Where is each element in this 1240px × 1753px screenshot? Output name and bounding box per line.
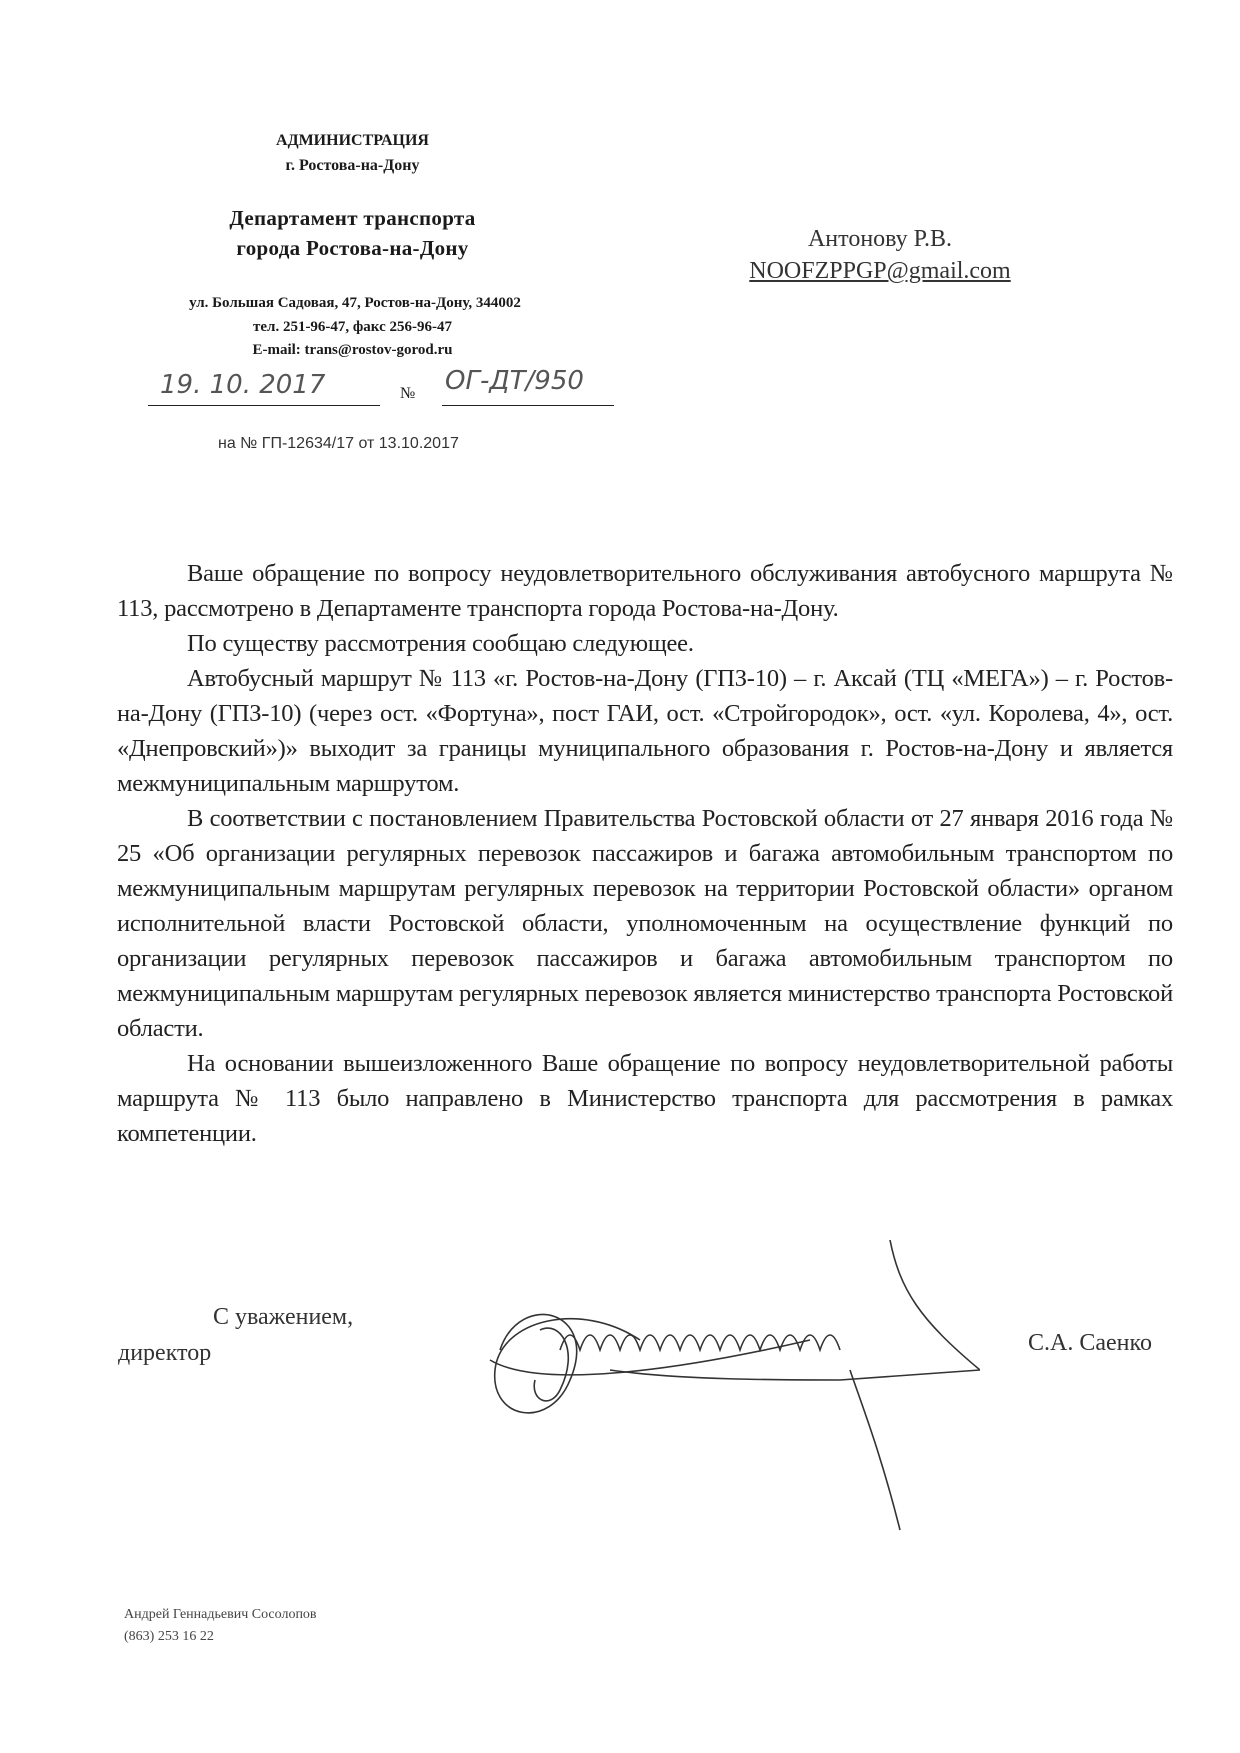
paragraph: Ваше обращение по вопросу неудовлетворительного обслуживания автобусного маршрута № 113, рассмотрено в Департаменте транспорта города Ростова-на-Дону. — [117, 560, 1173, 622]
signer-position: директор — [118, 1340, 212, 1366]
letter-body — [117, 556, 1173, 1151]
department-line1: Департамент транспорта — [229, 206, 476, 230]
closing: С уважением, — [213, 1304, 354, 1330]
department-phone: тел. 251-96-47, факс 256-96-47 — [253, 319, 452, 335]
addressee-email: NOOFZPPGP@gmail.com — [749, 258, 1011, 284]
handwritten-signature — [480, 1230, 980, 1550]
signer-name: С.А. Саенко — [1028, 1330, 1152, 1356]
executor-phone: (863) 253 16 22 — [124, 1629, 214, 1644]
reply-reference: на № ГП-12634/17 от 13.10.2017 — [218, 435, 459, 452]
department-email: E-mail: trans@rostov-gorod.ru — [252, 342, 453, 358]
addressee-name: Антонову Р.В. — [807, 226, 953, 252]
paragraph: На основании вышеизложенного Ваше обращение по вопросу неудовлетворительной работы маршрута № 113 было направлено в Министерство транспорта для рассмотрения в рамках компетенции. — [117, 1050, 1173, 1147]
header-city: г. Ростова-на-Дону — [285, 157, 420, 174]
paragraph: Автобусный маршрут № 113 «г. Ростов-на-Дону (ГПЗ-10) – г. Аксай (ТЦ «МЕГА») – г. Ростов-на-Дону (ГПЗ-10) (через ост. «Фортуна», пост ГАИ, ост. «Стройгородок», ост. «ул. Королева, 4», ост. «Днепровский»)» выходит за границы муниципального образования г. Ростов-на-Дону и является межмуниципальным маршрутом. — [117, 665, 1173, 797]
department-address: ул. Большая Садовая, 47, Ростов-на-Дону, 344002 — [189, 295, 521, 311]
header-admin: АДМИНИСТРАЦИЯ — [276, 132, 429, 149]
date-line — [148, 405, 380, 406]
executor-name: Андрей Геннадьевич Сосолопов — [124, 1607, 317, 1622]
paragraph: В соответствии с постановлением Правительства Ростовской области от 27 января 2016 года № 25 «Об организации регулярных перевозок пассажиров и багажа автомобильным транспортом по межмуниципальным маршрутам регулярных перевозок на территории Ростовской области» органом исполнительной власти Ростовской области, уполномоченным на осуществление функций по организации регулярных перевозок пассажиров и багажа автомобильным транспортом по межмуниципальным маршрутам регулярных перевозок является министерство транспорта Ростовской области. — [117, 805, 1173, 1042]
number-handwritten: ОГ-ДТ/950 — [445, 366, 584, 396]
number-sign: № — [400, 385, 416, 402]
department-line2: города Ростова-на-Дону — [236, 236, 469, 260]
paragraph: По существу рассмотрения сообщаю следующее. — [187, 630, 694, 657]
date-handwritten: 19. 10. 2017 — [160, 370, 326, 400]
number-line — [442, 405, 614, 406]
